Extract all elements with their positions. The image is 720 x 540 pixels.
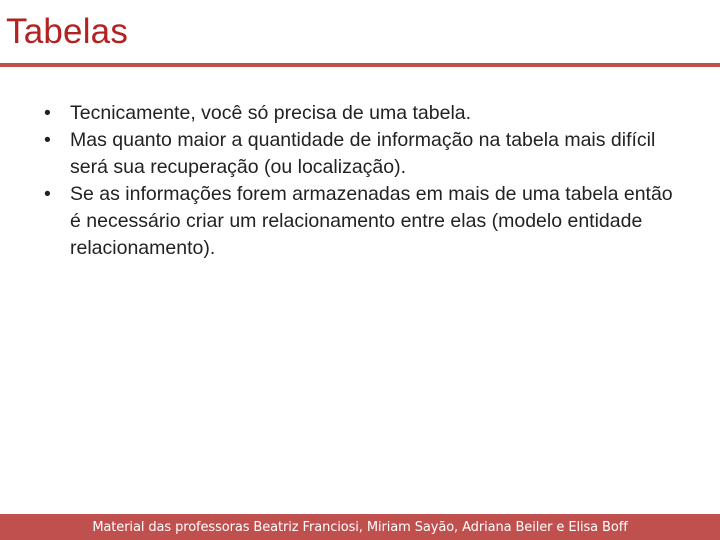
bullet-text: Mas quanto maior a quantidade de informação na tabela mais difícil será sua recuperação (ou localização).	[70, 129, 656, 178]
bullet-marker: •	[44, 102, 51, 124]
bullet-text: Se as informações forem armazenadas em mais de uma tabela então é necessário criar um relacionamento entre elas (modelo entidade relacionamento).	[70, 183, 673, 259]
bullet-marker: •	[44, 183, 51, 205]
bullet-text: Tecnicamente, você só precisa de uma tabela.	[70, 102, 472, 124]
bullet-marker: •	[44, 129, 51, 151]
bullet-list	[44, 100, 684, 262]
slide-title: Tabelas	[6, 12, 129, 51]
footer-bar	[0, 514, 720, 540]
bullet-item	[44, 127, 684, 181]
bullet-item	[44, 100, 684, 127]
title-divider	[0, 63, 720, 67]
footer-credits: Material das professoras Beatriz Franciosi, Miriam Sayão, Adriana Beiler e Elisa Boff	[92, 519, 628, 535]
bullet-item	[44, 181, 684, 262]
